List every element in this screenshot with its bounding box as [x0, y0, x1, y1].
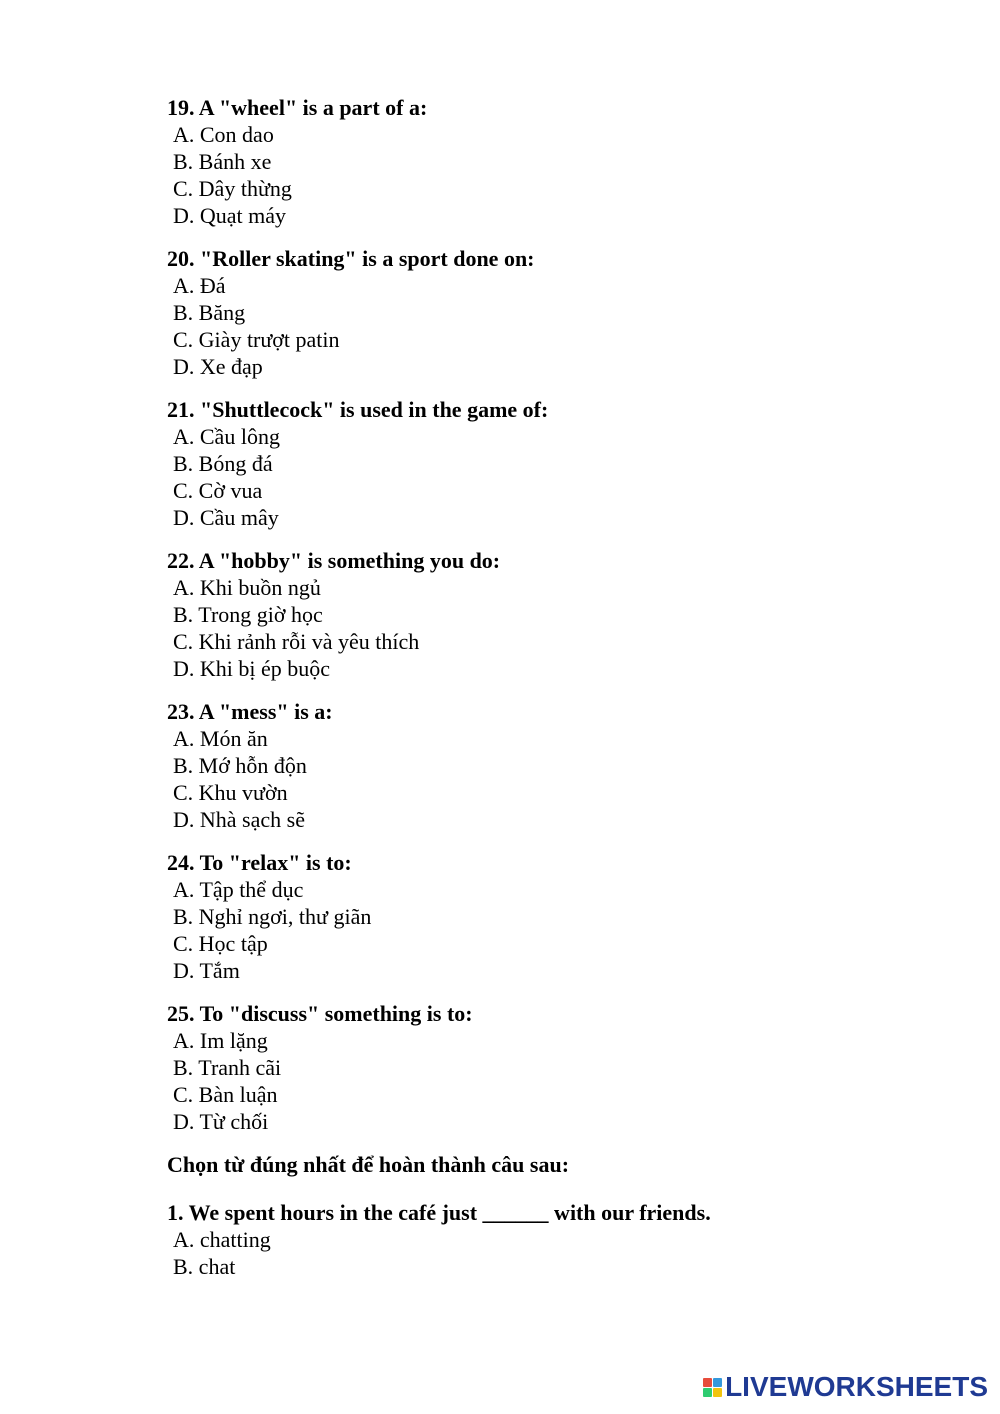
- option-c[interactable]: C. Khu vườn: [173, 780, 288, 805]
- option-d[interactable]: D. Khi bị ép buộc: [173, 656, 331, 681]
- question-fill-1: [167, 1199, 967, 1280]
- option-c[interactable]: C. Giày trượt patin: [173, 327, 340, 352]
- logo-tiles-icon: [703, 1378, 722, 1397]
- option-b[interactable]: B. Bánh xe: [173, 149, 272, 174]
- question-21: [167, 396, 967, 531]
- question-25: [167, 1000, 967, 1135]
- question-23: [167, 698, 967, 833]
- option-c[interactable]: C. Cờ vua: [173, 478, 263, 503]
- option-b[interactable]: B. Băng: [173, 300, 246, 325]
- logo-text: LIVEWORKSHEETS: [725, 1371, 988, 1402]
- option-d[interactable]: D. Cầu mây: [173, 505, 279, 530]
- option-d[interactable]: D. Tắm: [173, 958, 240, 983]
- option-b[interactable]: B. Nghỉ ngơi, thư giãn: [173, 904, 372, 929]
- option-b[interactable]: B. chat: [173, 1254, 236, 1279]
- option-b[interactable]: B. Tranh cãi: [173, 1055, 282, 1080]
- option-a[interactable]: A. Khi buồn ngủ: [173, 575, 321, 600]
- question-19: [167, 94, 967, 229]
- question-title: 20. "Roller skating" is a sport done on:: [167, 246, 535, 271]
- option-c[interactable]: C. Học tập: [173, 931, 268, 956]
- question-22: [167, 547, 967, 682]
- question-title: 22. A "hobby" is something you do:: [167, 548, 501, 573]
- question-title: 19. A "wheel" is a part of a:: [167, 95, 428, 120]
- option-c[interactable]: C. Dây thừng: [173, 176, 292, 201]
- question-title: 25. To "discuss" something is to:: [167, 1001, 473, 1026]
- option-a[interactable]: A. Món ăn: [173, 726, 268, 751]
- option-a[interactable]: A. Con dao: [173, 122, 274, 147]
- question-title: 1. We spent hours in the café just ______ with our friends.: [167, 1200, 711, 1225]
- option-d[interactable]: D. Từ chối: [173, 1109, 269, 1134]
- option-a[interactable]: A. Cầu lông: [173, 424, 280, 449]
- logo-tile: [703, 1388, 712, 1397]
- option-a[interactable]: A. Tập thể dục: [173, 877, 304, 902]
- liveworksheets-logo: [703, 1370, 988, 1404]
- question-24: [167, 849, 967, 984]
- option-d[interactable]: D. Nhà sạch sẽ: [173, 807, 305, 832]
- option-a[interactable]: A. Đá: [173, 273, 226, 298]
- logo-tile: [703, 1378, 712, 1387]
- option-c[interactable]: C. Khi rảnh rỗi và yêu thích: [173, 629, 420, 654]
- option-d[interactable]: D. Quạt máy: [173, 203, 287, 228]
- logo-tile: [713, 1388, 722, 1397]
- option-a[interactable]: A. Im lặng: [173, 1028, 268, 1053]
- question-20: [167, 245, 967, 380]
- section-heading: Chọn từ đúng nhất để hoàn thành câu sau:: [167, 1152, 570, 1177]
- worksheet-page: [167, 94, 967, 1296]
- question-title: 24. To "relax" is to:: [167, 850, 352, 875]
- option-b[interactable]: B. Trong giờ học: [173, 602, 323, 627]
- option-d[interactable]: D. Xe đạp: [173, 354, 263, 379]
- logo-tile: [713, 1378, 722, 1387]
- option-b[interactable]: B. Bóng đá: [173, 451, 273, 476]
- option-a[interactable]: A. chatting: [173, 1227, 271, 1252]
- option-b[interactable]: B. Mớ hỗn độn: [173, 753, 307, 778]
- question-title: 23. A "mess" is a:: [167, 699, 333, 724]
- option-c[interactable]: C. Bàn luận: [173, 1082, 278, 1107]
- question-title: 21. "Shuttlecock" is used in the game of:: [167, 397, 549, 422]
